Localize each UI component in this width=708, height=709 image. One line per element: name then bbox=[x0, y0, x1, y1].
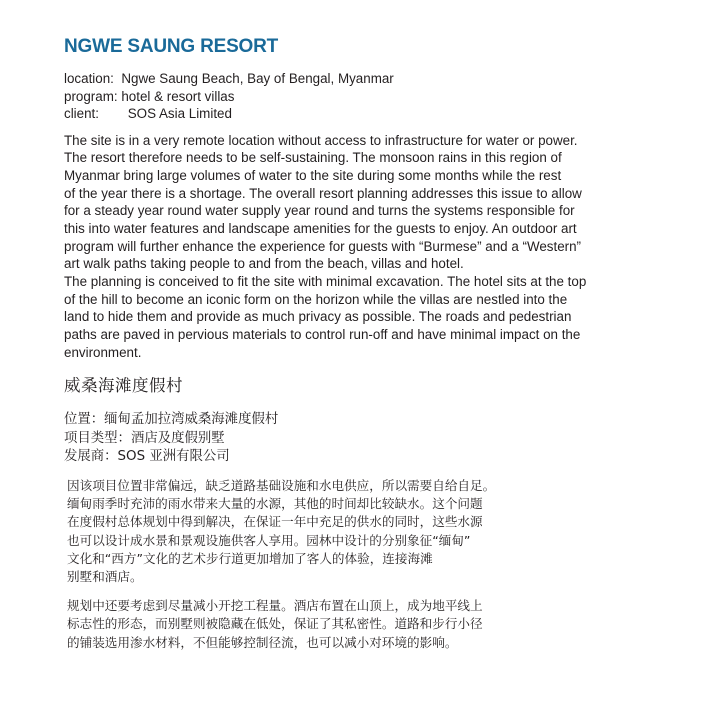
english-line: program will further enhance the experience for guests with “Burmese” and a “Western” bbox=[64, 238, 582, 254]
english-line: of the hill to become an iconic form on the horizon while the villas are nestled into the bbox=[64, 291, 568, 307]
chinese-line: 缅甸雨季时充沛的雨水带来大量的水源，其他的时间却比较缺水。这个问题 bbox=[67, 496, 483, 512]
location-value: Ngwe Saung Beach, Bay of Bengal, Myanmar bbox=[121, 71, 394, 86]
chinese-program-row: 项目类型：酒店及度假别墅 bbox=[64, 430, 225, 446]
chinese-line: 的铺装选用渗水材料，不但能够控制径流，也可以减小对环境的影响。 bbox=[67, 634, 458, 650]
english-line: The resort therefore needs to be self-sustaining. The monsoon rains in this region of bbox=[64, 150, 562, 166]
client-value: SOS Asia Limited bbox=[127, 106, 232, 121]
english-description bbox=[64, 132, 664, 362]
chinese-line: 标志性的形态，而别墅则被隐藏在低处，保证了其私密性。道路和步行小径 bbox=[67, 616, 483, 632]
english-line: of the year there is a shortage. The overall resort planning addresses this issue to allow bbox=[64, 185, 582, 201]
chinese-line: 别墅和酒店。 bbox=[67, 568, 143, 584]
program-row bbox=[64, 88, 664, 106]
client-label: client: bbox=[64, 106, 99, 121]
chinese-paragraph-2 bbox=[67, 597, 664, 652]
project-sheet bbox=[64, 34, 664, 652]
project-meta bbox=[64, 70, 664, 123]
english-line: The planning is conceived to fit the site with minimal excavation. The hotel sits at the top bbox=[64, 274, 587, 289]
english-line: Myanmar bring large volumes of water to the site during some months while the rest bbox=[64, 167, 562, 183]
project-title: NGWE SAUNG RESORT bbox=[64, 36, 279, 57]
english-line: for a steady year round water supply year round and turns the systems responsible for bbox=[64, 203, 575, 219]
location-row bbox=[64, 70, 664, 88]
english-line: environment. bbox=[64, 344, 142, 360]
english-line: art walk paths taking people to and from the beach, villas and hotel. bbox=[64, 256, 464, 272]
chinese-line: 文化和“西方”文化的艺术步行道更加增加了客人的体验，连接海滩 bbox=[67, 550, 433, 566]
chinese-line: 因该项目位置非常偏远，缺乏道路基础设施和水电供应，所以需要自给自足。 bbox=[67, 478, 496, 493]
chinese-line: 也可以设计成水景和景观设施供客人享用。园林中设计的分别象征“缅甸” bbox=[67, 532, 471, 548]
program-label: program: bbox=[64, 88, 118, 104]
english-line: this into water features and landscape amenities for the guests to enjoy. An outdoor art bbox=[64, 220, 577, 236]
chinese-meta bbox=[64, 411, 664, 466]
chinese-line: 在度假村总体规划中得到解决，在保证一年中充足的供水的同时，这些水源 bbox=[67, 514, 483, 530]
chinese-paragraph-1 bbox=[67, 477, 664, 586]
chinese-location-row: 位置：缅甸孟加拉湾威桑海滩度假村 bbox=[64, 412, 279, 428]
english-line: The site is in a very remote location without access to infrastructure for water or power. bbox=[64, 132, 578, 148]
english-line: paths are paved in pervious materials to control run-off and have minimal impact on the bbox=[64, 327, 581, 343]
program-value: hotel & resort villas bbox=[121, 88, 235, 104]
english-line: land to hide them and provide as much privacy as possible. The roads and pedestrian bbox=[64, 309, 572, 325]
chinese-title: 威桑海滩度假村 bbox=[64, 376, 183, 396]
location-label: location: bbox=[64, 71, 114, 86]
client-row bbox=[64, 105, 664, 123]
chinese-client-row: 发展商：SOS 亚洲有限公司 bbox=[64, 448, 230, 464]
chinese-line: 规划中还要考虑到尽量减小开挖工程量。酒店布置在山顶上，成为地平线上 bbox=[67, 598, 483, 614]
